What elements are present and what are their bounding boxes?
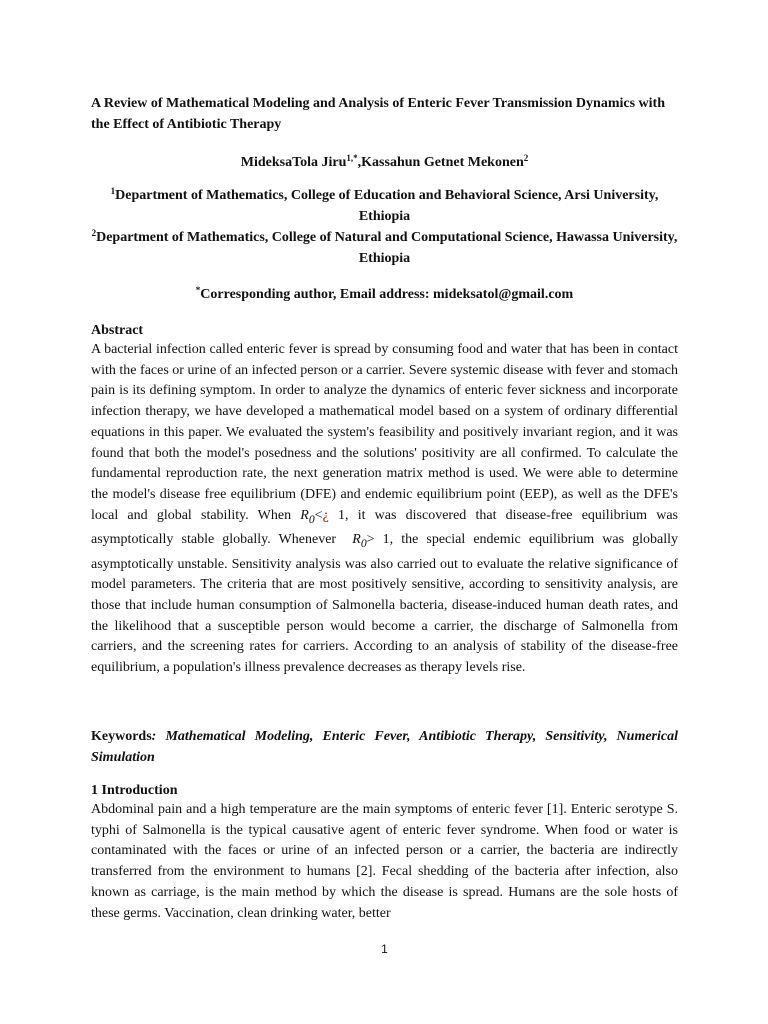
affiliation-2-text: Department of Mathematics, College of Natural and Computational Science, Hawassa University, Ethiopia bbox=[96, 230, 678, 266]
author-2-superscript: 2 bbox=[523, 153, 529, 163]
abstract-heading: Abstract bbox=[91, 323, 144, 338]
r0-symbol bbox=[300, 507, 315, 526]
r0-letter: R bbox=[300, 507, 309, 523]
keywords-text: : Mathematical Modeling, Enteric Fever, Antibiotic Therapy, Sensitivity, Numerical Simulation bbox=[91, 729, 678, 765]
author-1: MideksaTola Jiru bbox=[240, 155, 347, 170]
r0-subscript: 0 bbox=[308, 512, 315, 526]
garbled-character: ¿ bbox=[322, 507, 329, 523]
corresponding-text: Corresponding author, Email address: mideksatol@gmail.com bbox=[200, 287, 574, 302]
corresponding-superscript: * bbox=[195, 285, 201, 295]
corresponding-author bbox=[91, 284, 678, 305]
author-1-superscript: 1,* bbox=[346, 153, 358, 163]
affiliation-1-text: Department of Mathematics, College of Education and Behavioral Science, Arsi University, Ethiopia bbox=[115, 188, 659, 224]
author-2: ,Kassahun Getnet Mekonen bbox=[357, 155, 524, 170]
affiliation-2 bbox=[91, 228, 678, 269]
r0-subscript-2: 0 bbox=[360, 536, 367, 550]
introduction-body: Abdominal pain and a high temperature are the main symptoms of enteric fever [1]. Enteric serotype S. typhi of Salmonella is the typical causative agent of enteric fever syndrome. When food or water is contaminated with the faces or urine of an infected person or a carrier, the bacteria are indirectly transferred from the environment to humans [2]. Fecal shedding of the bacteria after infection, also known as carriage, is the main method by which the disease is spread. Humans are the sole hosts of these germs. Vaccination, clean drinking water, better bbox=[91, 802, 678, 921]
keywords bbox=[91, 726, 678, 768]
abstract-text-part-1: A bacterial infection called enteric fever is spread by consuming food and water that has been in contact with the faces or urine of an infected person or a carrier. Severe systemic disease with fever and stomach pain is its defining symptom. In order to analyze the dynamics of enteric fever sickness and incorporate infection therapy, we have developed a mathematical model based on a system of ordinary differential equations in this paper. We evaluated the system's feasibility and positively invariant region, and it was found that both the model's posedness and the solutions' positivity are all confirmed. To calculate the fundamental reproduction rate, the next generation matrix method is used. We were able to determine the model's disease free equilibrium (DFE) and endemic equilibrium point (EEP), as well as the DFE's local and global stability. When bbox=[91, 342, 678, 523]
abstract-text-part-3: , the special endemic equilibrium was globally asymptotically unstable. Sensitivity analysis was also carried out to evaluate the relative significance of model parameters. The criteria that are most positively sensitive, according to sensitivity analysis, are those that include human consumption of Salmonella bacteria, disease-induced human death rates, and the likelihood that a susceptible person would become a carrier, the discharge of Salmonella from carriers, and the screening rates for carriers. According to an analysis of stability of the disease-free equilibrium, a population's illness prevalence decreases as therapy levels rise. bbox=[91, 532, 678, 676]
r0-letter-2: R bbox=[352, 532, 361, 548]
abstract-text-part-2: 1, it was discovered that disease-free equilibrium was asymptotically stable globally. Whenever bbox=[91, 507, 678, 548]
greater-than-one: > 1 bbox=[366, 532, 390, 548]
paper-title: A Review of Mathematical Modeling and Analysis of Enteric Fever Transmission Dynamics with the Effect of Antibiotic Therapy bbox=[91, 96, 665, 132]
affiliation-2-superscript: 2 bbox=[91, 228, 97, 238]
abstract-body bbox=[91, 340, 678, 679]
author-line bbox=[91, 152, 678, 173]
affiliation-1-superscript: 1 bbox=[110, 186, 116, 196]
r0-symbol-2 bbox=[344, 532, 367, 550]
introduction-heading: 1 Introduction bbox=[91, 783, 178, 798]
less-than-symbol: < bbox=[314, 507, 323, 523]
affiliation-1 bbox=[91, 186, 678, 227]
page-number: 1 bbox=[381, 942, 388, 956]
keywords-label: Keywords bbox=[91, 729, 152, 744]
